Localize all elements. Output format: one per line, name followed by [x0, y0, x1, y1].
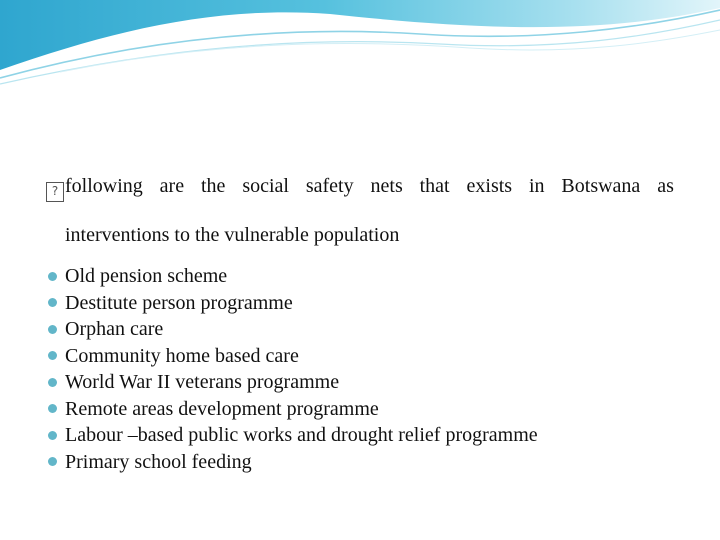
header-swoosh-decoration: [0, 0, 720, 90]
intro-word: that: [419, 175, 450, 197]
missing-glyph-icon: ?: [46, 182, 64, 202]
bullet-dot-icon: [48, 378, 57, 387]
intro-paragraph: [46, 174, 674, 247]
intro-word: exists: [466, 175, 513, 197]
list-item: [46, 290, 538, 317]
intro-line-2: interventions to the vulnerable population: [65, 224, 400, 246]
list-item: [46, 422, 538, 449]
swoosh-line-3: [60, 30, 720, 72]
swoosh-fill: [0, 0, 720, 70]
list-item: [46, 343, 538, 370]
intro-word: Botswana: [561, 175, 641, 197]
list-item: [46, 369, 538, 396]
list-item-label: Primary school feeding: [65, 450, 252, 473]
intro-word: nets: [370, 175, 403, 197]
intro-word: in: [528, 175, 545, 197]
intro-word: ? following: [46, 174, 143, 199]
list-item-label: Remote areas development programme: [65, 397, 379, 420]
list-item: [46, 316, 538, 343]
list-item-label: Old pension scheme: [65, 265, 228, 287]
bullet-dot-icon: [48, 325, 57, 334]
list-item-label: World War II veterans programme: [65, 371, 340, 393]
bullet-dot-icon: [48, 351, 57, 360]
list-item: [46, 449, 538, 476]
list-item-label: Community home based care: [65, 344, 299, 367]
list-item-label: Destitute person programme: [65, 291, 293, 314]
list-item: [46, 396, 538, 423]
bullet-dot-icon: [48, 272, 57, 281]
intro-word: are: [159, 175, 185, 197]
intro-word: social: [242, 175, 289, 197]
intro-line-1: [46, 174, 674, 199]
bullet-dot-icon: [48, 298, 57, 307]
bullet-dot-icon: [48, 457, 57, 466]
list-item: [46, 263, 538, 290]
intro-word: the: [200, 175, 226, 197]
bullet-dot-icon: [48, 431, 57, 440]
list-item-label: Labour –based public works and drought relief programme: [65, 424, 538, 446]
bullet-dot-icon: [48, 404, 57, 413]
safety-nets-list: [46, 263, 538, 475]
intro-word: safety: [305, 175, 354, 197]
intro-word: as: [657, 175, 674, 197]
list-item-label: Orphan care: [65, 318, 164, 340]
